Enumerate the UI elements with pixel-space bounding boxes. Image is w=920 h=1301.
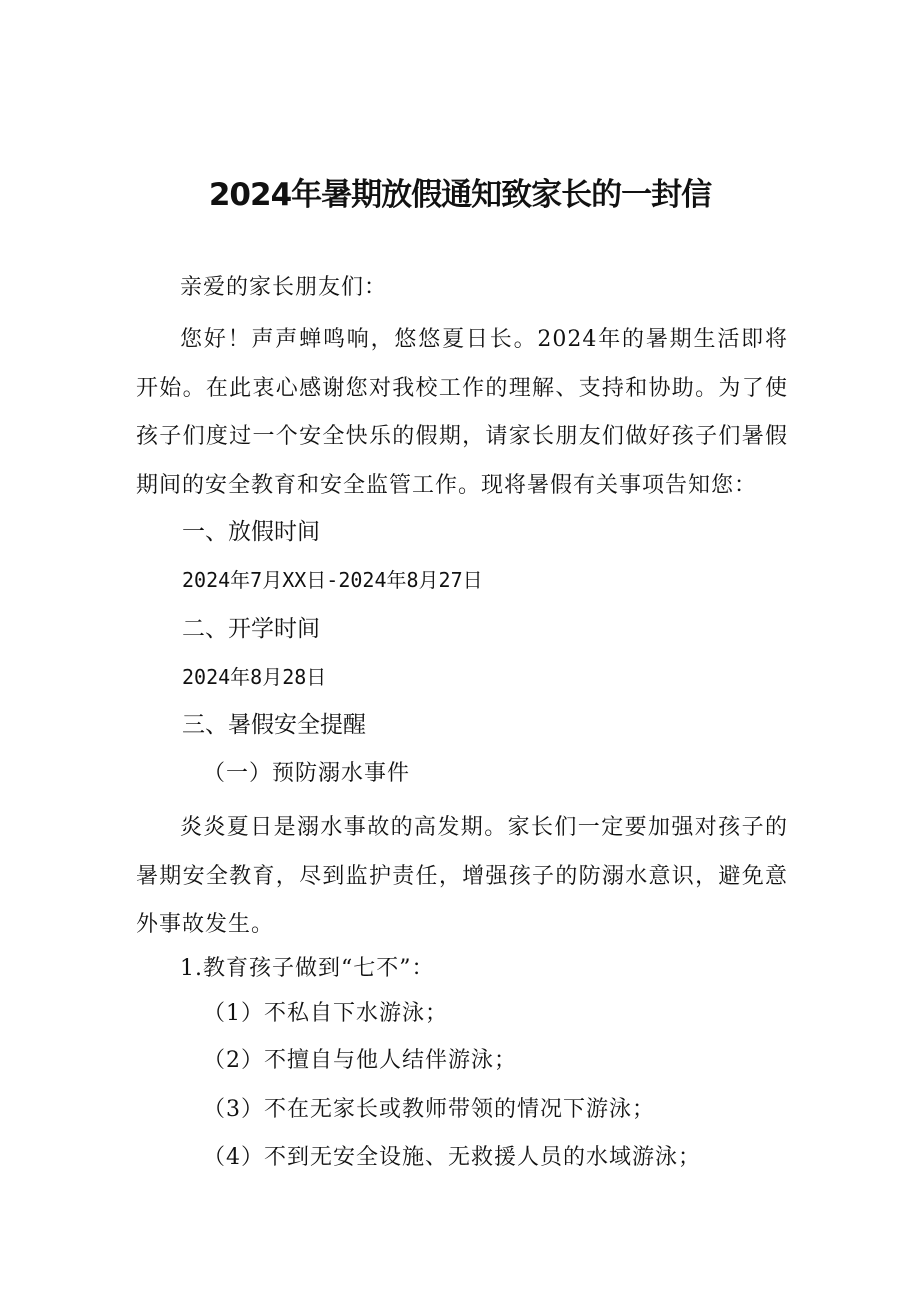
school-start-date: 2024年8月28日: [182, 665, 327, 689]
rule-item: （2）不擅自与他人结伴游泳；: [203, 1048, 517, 1073]
drowning-paragraph: 炎炎夏日是溺水事故的高发期。家长们一定要加强对孩子的暑期安全教育，尽到监护责任，增强孩子的防溺水意识，避免意外事故发生。: [136, 815, 788, 937]
rule-item: （1）不私自下水游泳；: [203, 1001, 448, 1026]
intro-paragraph: 您好！声声蝉鸣响，悠悠夏日长。2024年的暑期生活即将开始。在此衷心感谢您对我校工作的理解、支持和协助。为了使孩子们度过一个安全快乐的假期，请家长朋友们做好孩子们暑假期间的安全教育和安全监管工作。现将暑假有关事项告知您：: [136, 327, 788, 498]
subsection-heading-drowning: （一）预防溺水事件: [203, 761, 411, 786]
section-heading-safety-reminder: 三、暑假安全提醒: [182, 712, 366, 738]
salutation: 亲爱的家长朋友们：: [180, 275, 388, 300]
rule-item: （3）不在无家长或教师带领的情况下游泳；: [203, 1097, 655, 1122]
vacation-dates: 2024年7月XX日-2024年8月27日: [182, 568, 483, 592]
rule-item: （4）不到无安全设施、无救援人员的水域游泳；: [203, 1145, 701, 1170]
section-heading-vacation-time: 一、放假时间: [182, 519, 320, 545]
document-title: 2024年暑期放假通知致家长的一封信: [208, 177, 712, 213]
section-heading-school-start: 二、开学时间: [182, 616, 320, 642]
rules-heading: 1.教育孩子做到“七不”：: [180, 956, 435, 981]
